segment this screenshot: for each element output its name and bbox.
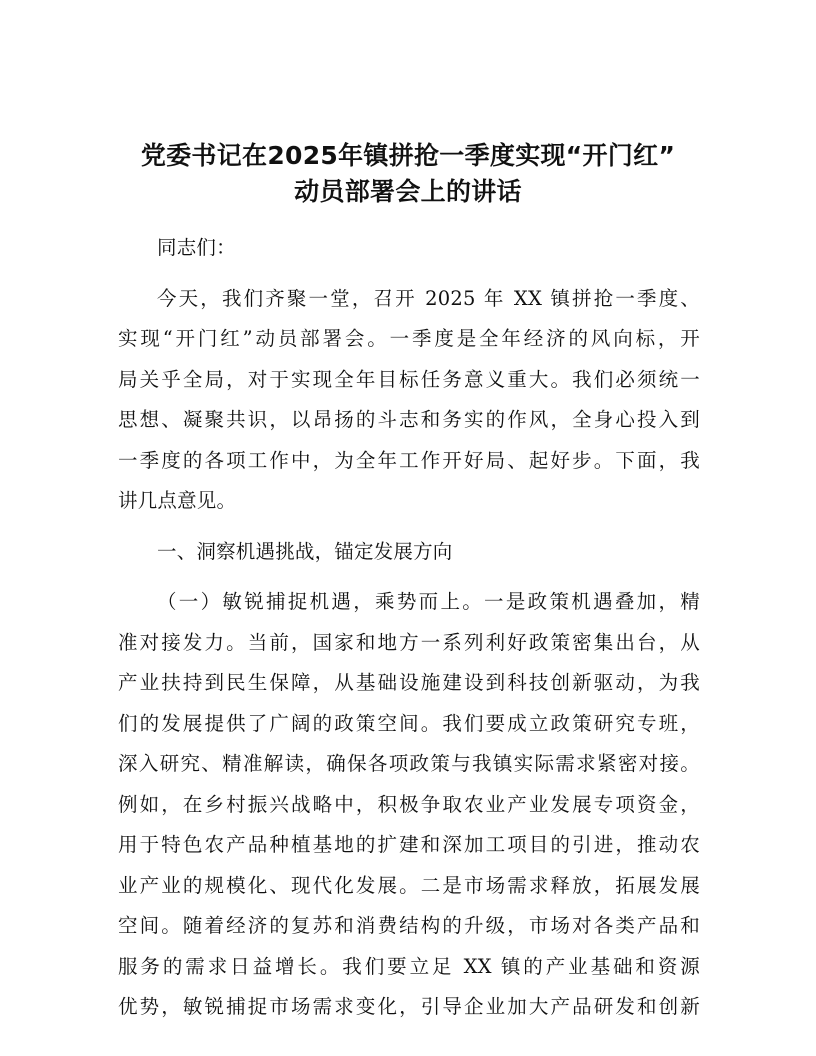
text-line: 今天，我们齐聚一堂，召开 2025 年 XX 镇拼抢一季度、 <box>157 286 700 310</box>
text-line: 一季度的各项工作中，为全年工作开好局、起好步。下面，我 <box>118 448 700 472</box>
document-body <box>118 228 700 1038</box>
subsection-paragraph <box>118 582 700 1028</box>
intro-paragraph <box>118 279 700 522</box>
title-line-2: 动员部署会上的讲话 <box>294 177 522 206</box>
text-line: （一）敏锐捕捉机遇，乘势而上。一是政策机遇叠加，精 <box>157 590 700 613</box>
text-line: 实现“开门红”动员部署会。一季度是全年经济的风向标，开 <box>118 327 700 350</box>
text-line: 们的发展提供了广阔的政策空间。我们要成立政策研究专班， <box>118 711 700 735</box>
text-line: 深入研究、精准解读，确保各项政策与我镇实际需求紧密对接。 <box>118 752 700 775</box>
text-line: 产业扶持到民生保障，从基础设施建设到科技创新驱动，为我 <box>118 671 700 694</box>
text-line: 优势，敏锐捕捉市场需求变化，引导企业加大产品研发和创新 <box>118 995 700 1018</box>
document-title <box>100 138 716 210</box>
text-line: 空间。随着经济的复苏和消费结构的升级，市场对各类产品和 <box>118 914 700 937</box>
text-line: 思想、凝聚共识，以昂扬的斗志和务实的作风，全身心投入到 <box>118 408 700 431</box>
text-line: 业产业的规模化、现代化发展。二是市场需求释放，拓展发展 <box>118 873 700 897</box>
text-line: 用于特色农产品种植基地的扩建和深加工项目的引进，推动农 <box>118 833 700 856</box>
section-heading: 一、洞察机遇挑战，锚定发展方向 <box>157 539 453 563</box>
text-line: 讲几点意见。 <box>118 489 237 512</box>
title-line-1: 党委书记在2025年镇拼抢一季度实现“开门红” <box>140 141 676 170</box>
text-line: 服务的需求日益增长。我们要立足 XX 镇的产业基础和资源 <box>118 954 700 978</box>
text-line: 准对接发力。当前，国家和地方一系列利好政策密集出台，从 <box>118 630 700 654</box>
text-line: 局关乎全局，对于实现全年目标任务意义重大。我们必须统一 <box>118 367 700 391</box>
salutation: 同志们： <box>157 236 236 259</box>
text-line: 例如，在乡村振兴战略中，积极争取农业产业发展专项资金， <box>118 792 700 816</box>
